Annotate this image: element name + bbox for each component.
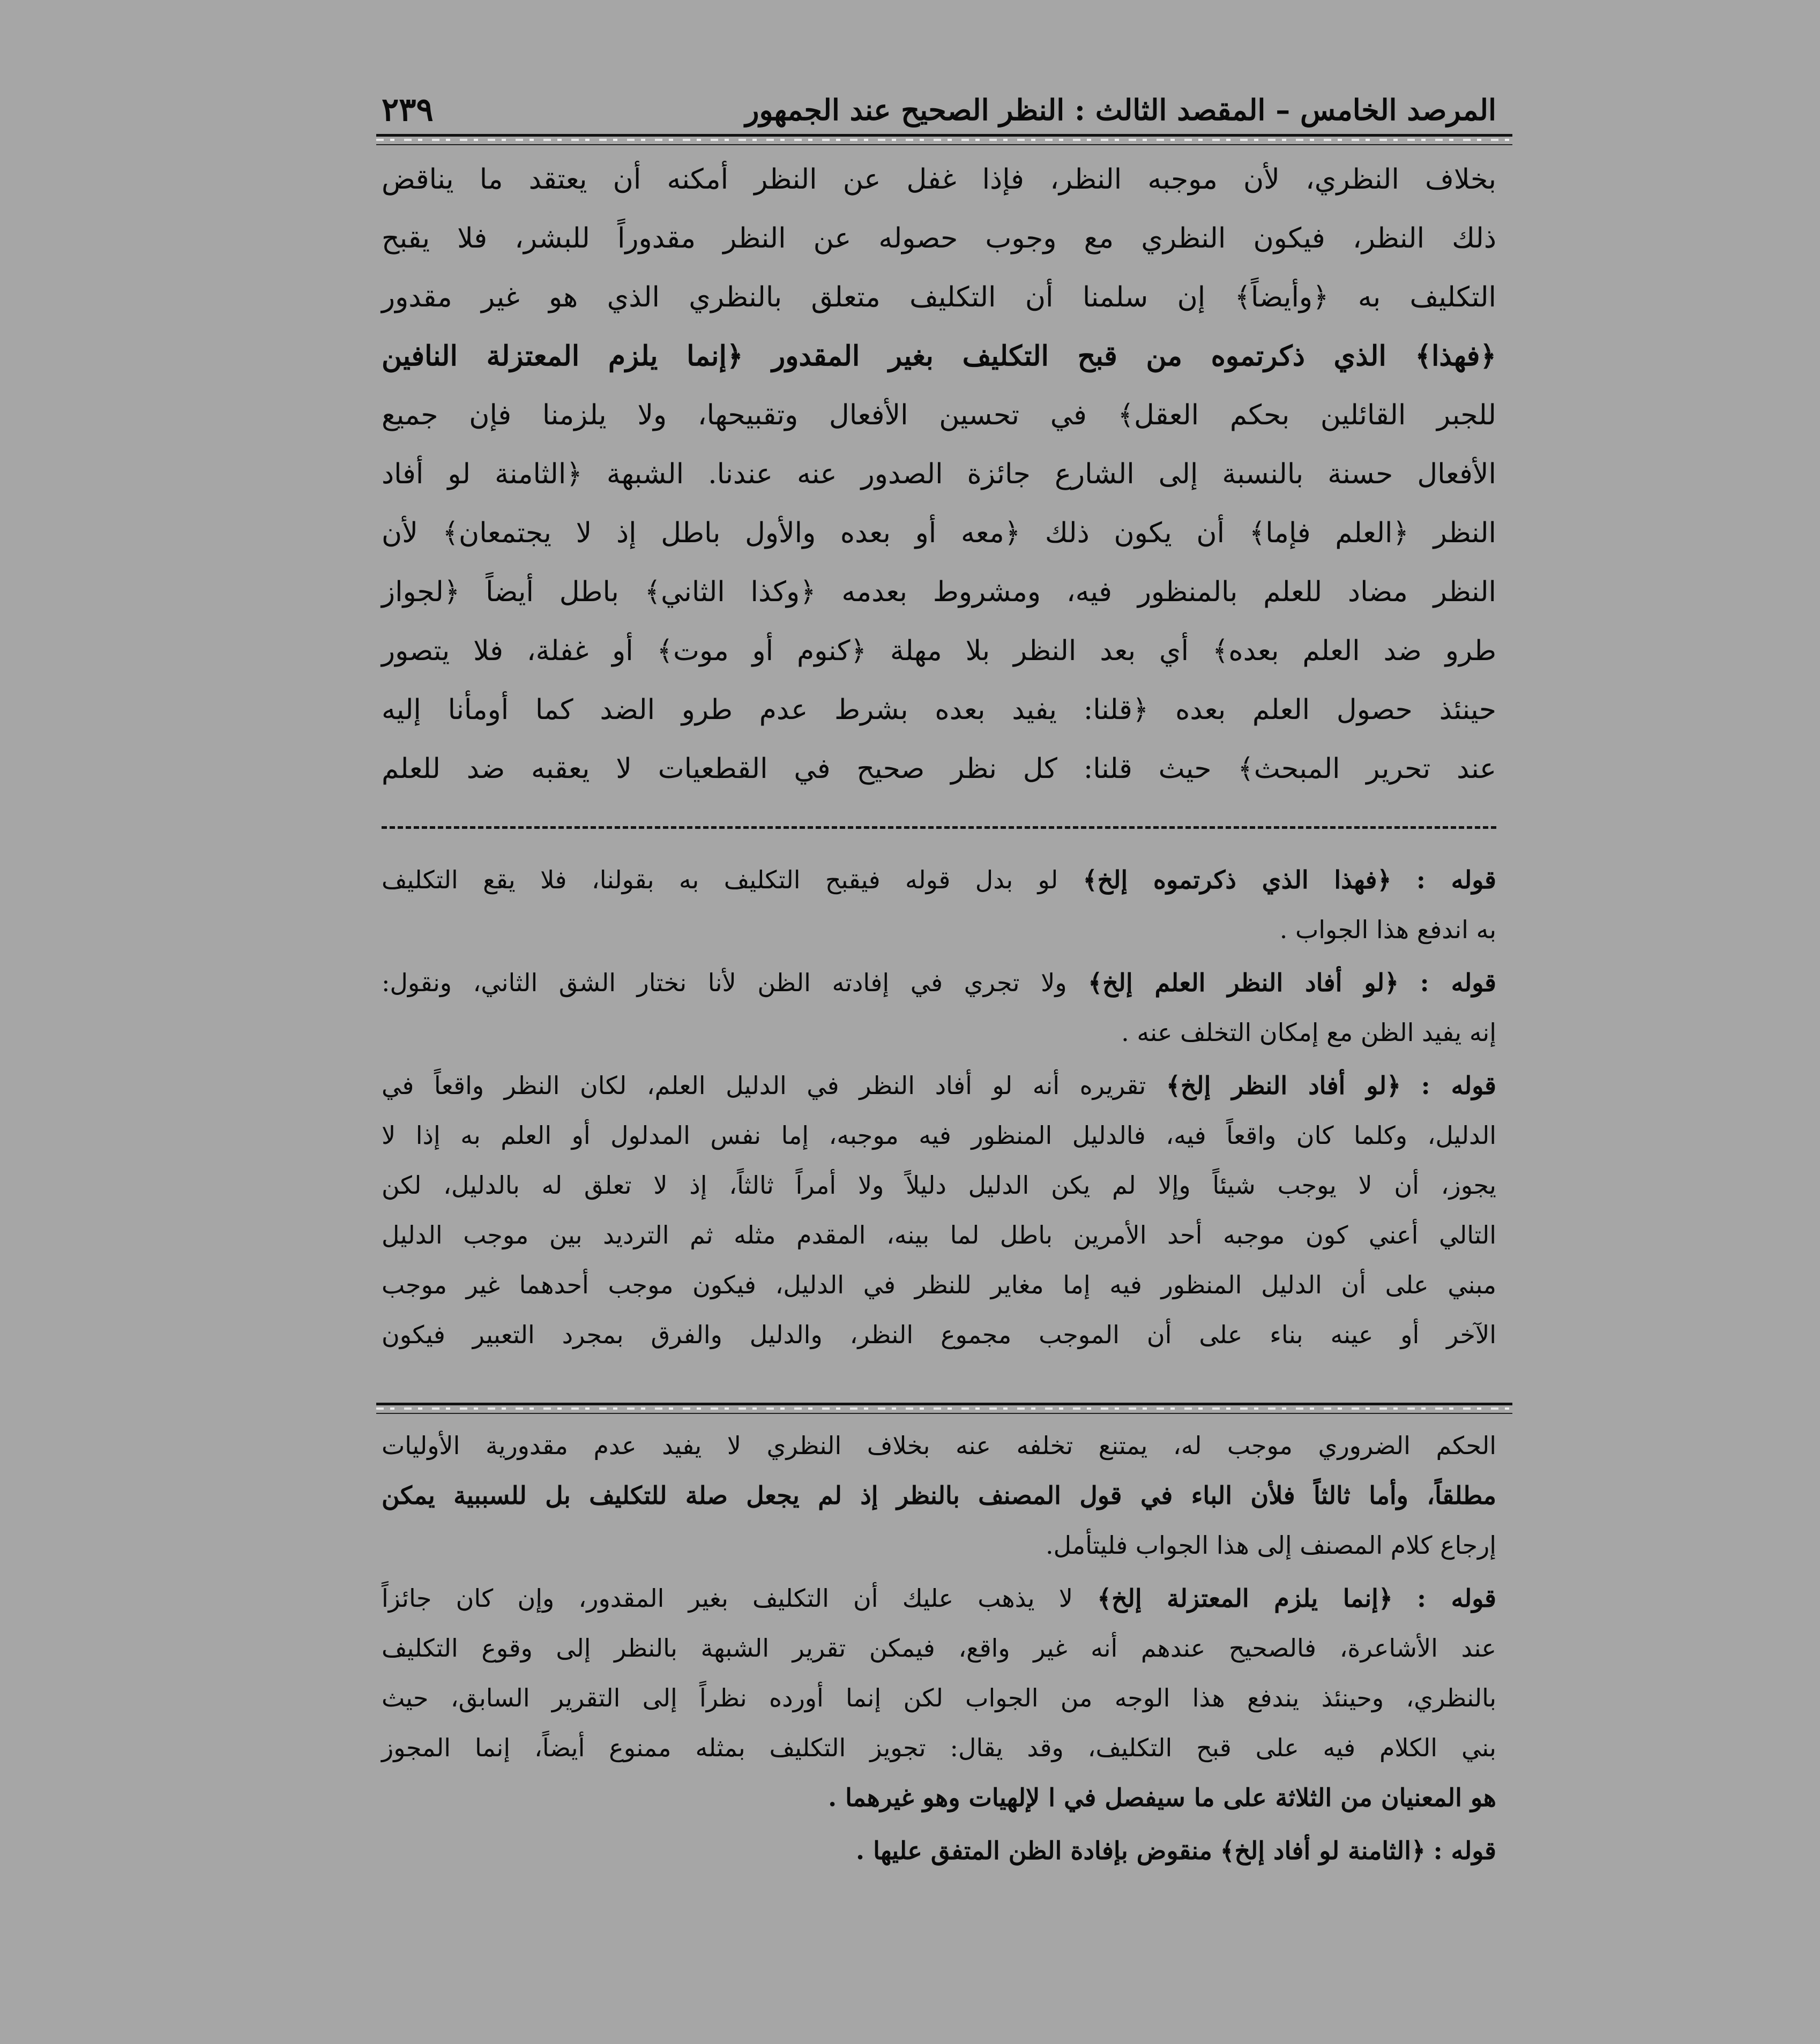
note-line: هو المعنيان من الثلاثة على ما سيفصل في ا لإلهيات وهو غيرهما . (828, 1783, 1496, 1812)
main-text-line: حينئذ حصول العلم بعده ﴿قلنا: يفيد بعده بشرط عدم طرو الضد كما أومأنا إليه (382, 694, 1496, 726)
main-text (382, 150, 1496, 798)
page-number: ٢٣٩ (382, 91, 434, 129)
note-line: الآخر أو عينه بناء على أن الموجب مجموع النظر، والدليل والفرق بمجرد التعبير فيكون (382, 1320, 1496, 1349)
note-line: بني الكلام فيه على قبح التكليف، وقد يقال: تجويز التكليف بمثله ممنوع أيضاً، إنما المجوز (382, 1733, 1496, 1762)
note-line: إنه يفيد الظن مع إمكان التخلف عنه . (1121, 1018, 1496, 1047)
note-line: عند الأشاعرة، فالصحيح عندهم أنه غير واقع، فيمكن تقرير الشبهة بالنظر إلى وقوع التكليف (382, 1634, 1496, 1663)
note-paragraph (382, 1574, 1496, 1823)
main-text-line: للجبر القائلين بحكم العقل﴾ في تحسين الأفعال وتقبيحها، ولا يلزمنا فإن جميع (382, 399, 1496, 431)
note-label: قوله : (1420, 968, 1497, 997)
note-text: تقريره أنه لو أفاد النظر في الدليل العلم، لكان النظر واقعاً في (382, 1071, 1146, 1100)
note-line (382, 855, 1496, 905)
note-paragraph (382, 958, 1496, 1058)
note-quote: ﴿لو أفاد النظر العلم إلخ﴾ (1088, 968, 1399, 997)
note-paragraph (382, 1421, 1496, 1570)
running-title: المرصد الخامس – المقصد الثالث : النظر الصحيح عند الجمهور (745, 93, 1496, 127)
main-text-line: عند تحرير المبحث﴾ حيث قلنا: كل نظر صحيح في القطعيات لا يعقبه ضد للعلم (382, 753, 1496, 785)
header-rule (376, 134, 1512, 145)
note-quote: ﴿إنما يلزم المعتزلة إلخ﴾ (1097, 1584, 1393, 1613)
note-line: إرجاع كلام المصنف إلى هذا الجواب فليتأمل. (1046, 1531, 1496, 1560)
note-paragraph (382, 855, 1496, 955)
main-text-line: بخلاف النظري، لأن موجبه النظر، فإذا غفل عن النظر أمكنه أن يعتقد ما يناقض (382, 163, 1496, 196)
note-quote: ﴿لو أفاد النظر إلخ﴾ (1166, 1071, 1401, 1100)
note-paragraph (382, 1826, 1496, 1876)
note-line: مبني على أن الدليل المنظور فيه إما مغاير للنظر في الدليل، فيكون موجب أحدهما غير موجب (382, 1270, 1496, 1299)
note-line: به اندفع هذا الجواب . (1279, 915, 1496, 944)
note-line: التالي أعني كون موجبه أحد الأمرين باطل لما بينه، المقدم مثله ثم الترديد بين موجب الدليل (382, 1221, 1496, 1249)
note-line: بالنظري، وحينئذ يندفع هذا الوجه من الجواب لكن إنما أورده نظراً إلى التقرير السابق، حيث (382, 1683, 1496, 1712)
main-text-line: ذلك النظر، فيكون النظري مع وجوب حصوله عن النظر مقدوراً للبشر، فلا يقبح (382, 222, 1496, 254)
note-label: قوله : (1417, 1584, 1497, 1613)
middle-rule (376, 1403, 1512, 1414)
note-line: الحكم الضروري موجب له، يمتنع تخلفه عنه بخلاف النظري لا يفيد عدم مقدورية الأوليات (382, 1431, 1496, 1460)
book-page (382, 80, 1496, 2009)
page-header (382, 80, 1496, 139)
note-line: يجوز، أن لا يوجب شيئاً وإلا لم يكن الدليل دليلاً ولا أمراً ثالثاً، إذ لا تعلق له بالدليل، لكن (382, 1171, 1496, 1200)
main-text-line: التكليف به ﴿وأيضاً﴾ إن سلمنا أن التكليف متعلق بالنظري الذي هو غير مقدور (382, 281, 1496, 313)
note-line: الدليل، وكلما كان واقعاً فيه، فالدليل المنظور فيه موجبه، إما نفس المدلول أو العلم به إذا لا (382, 1121, 1496, 1150)
note-text: ولا تجري في إفادته الظن لأنا نختار الشق الثاني، ونقول: (382, 968, 1067, 997)
main-text-line: ﴿فهذا﴾ الذي ذكرتموه من قبح التكليف بغير المقدور ﴿إنما يلزم المعتزلة النافين (382, 340, 1496, 372)
note-line (382, 1061, 1496, 1111)
note-line (382, 958, 1496, 1008)
main-text-line: النظر ﴿العلم فإما﴾ أن يكون ذلك ﴿معه أو بعده والأول باطل إذ لا يجتمعان﴾ لأن (382, 517, 1496, 549)
commentary-notes-top (382, 855, 1496, 1363)
main-text-line: الأفعال حسنة بالنسبة إلى الشارع جائزة الصدور عنه عندنا. الشبهة ﴿الثامنة لو أفاد (382, 458, 1497, 490)
note-label: قوله : (1416, 865, 1497, 894)
note-line (382, 1574, 1496, 1623)
dashed-separator (382, 826, 1496, 829)
note-label: قوله : (1421, 1071, 1497, 1100)
main-text-line: طرو ضد العلم بعده﴾ أي بعد النظر بلا مهلة ﴿كنوم أو موت﴾ أو غفلة، فلا يتصور (382, 635, 1496, 667)
note-line (382, 1826, 1496, 1876)
main-text-line: النظر مضاد للعلم بالمنظور فيه، ومشروط بعدمه ﴿وكذا الثاني﴾ باطل أيضاً ﴿لجواز (382, 576, 1496, 608)
note-text: منقوض بإفادة الظن المتفق عليها . (856, 1836, 1212, 1865)
note-label: قوله : (1433, 1836, 1496, 1865)
note-text: لو بدل قوله فيقبح التكليف به بقولنا، فلا يقع التكليف (382, 865, 1058, 894)
note-quote: ﴿فهذا الذي ذكرتموه إلخ﴾ (1083, 865, 1392, 894)
note-text: لا يذهب عليك أن التكليف بغير المقدور، وإن كان جائزاً (382, 1584, 1073, 1613)
note-quote: ﴿الثامنة لو أفاد إلخ﴾ (1220, 1836, 1426, 1865)
note-paragraph (382, 1061, 1496, 1360)
commentary-notes-bottom (382, 1421, 1496, 1879)
note-line: مطلقاً، وأما ثالثاً فلأن الباء في قول المصنف بالنظر إذ لم يجعل صلة للتكليف بل للسببية يمكن (382, 1481, 1496, 1510)
